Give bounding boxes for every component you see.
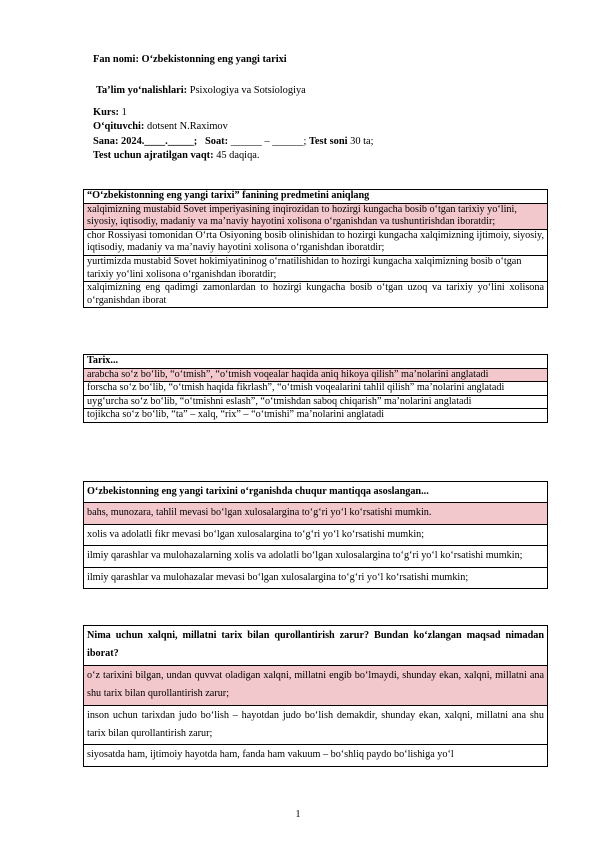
question-table-1 <box>83 189 548 308</box>
answer-option-correct: xalqimizning mustabid Sovet imperiyasining inqirozidan to hozirgi kungacha bosib o‘tgan tarixiy yo‘lini, siyosiy, iqtisodiy, madaniy va ma’naviy hayotini xolisona o‘rganishdan va tushuntirishdan iboratdir; <box>84 203 548 229</box>
date-label: Sana: 2024.____._____; <box>93 136 198 147</box>
answer-option: xalqimizning eng qadimgi zamonlardan to hozirgi kungacha bosib o‘tgan uzoq va tarixiy yo‘lini xolisona o‘rganishdan iborat <box>84 282 548 308</box>
answer-option: yurtimizda mustabid Sovet hokimiyatininog o‘rnatilishidan to hozirgi kungacha xalqimizning bosib o‘tgan tarixiy yo‘lini xolisona o‘rganishdan iboratdir; <box>84 255 548 281</box>
hours-value: ______ – ______; <box>230 136 307 147</box>
question-text: Nima uchun xalqni, millatni tarix bilan qurollantirish zarur? Bundan ko‘zlangan maqsad nimadan iborat? <box>84 626 548 666</box>
hours-label: Soat: <box>205 136 229 147</box>
question-table-2 <box>83 354 548 423</box>
question-text: Tarix... <box>84 355 548 369</box>
time-value: 45 daqiqa. <box>216 150 260 161</box>
question-table-3 <box>83 481 548 589</box>
teacher-label: O‘qituvchi: <box>93 121 145 132</box>
answer-option: chor Rossiyasi tomonidan O‘rta Osiyoning bosib olinishidan to hozirgi kungacha xalqimizning ijtimoiy, siyosiy, iqtisodiy, madaniy va ma’naviy hayotini xolisona o‘rganishdan iboratdir; <box>84 229 548 255</box>
answer-option: ilmiy qarashlar va mulohazalar mevasi bo‘lgan xulosalargina to‘g‘ri yo‘l ko‘rsatishi mumkin; <box>84 567 548 588</box>
time-label: Test uchun ajratilgan vaqt: <box>93 150 214 161</box>
answer-option: inson uchun tarixdan judo bo‘lish – hayotdan judo bo‘lish demakdir, shunday ekan, xalqni, millatni ana shu tarix bilan qurollantirish zarur; <box>84 705 548 745</box>
answer-option-correct: o‘z tarixini bilgan, undan quvvat oladigan xalqni, millatni engib bo‘lmaydi, shunday ekan, xalqni, millatni ana shu tarix bilan qurollantirish zarur; <box>84 665 548 705</box>
answer-option-correct: arabcha so‘z bo‘lib, “o‘tmish”, “o‘tmish voqealar haqida aniq hikoya qilish” ma’nolarini anglatadi <box>84 368 548 382</box>
date-line <box>93 135 374 148</box>
question-text: “O‘zbekistonning eng yangi tarixi” fanining predmetini aniqlang <box>84 190 548 204</box>
question-table-4 <box>83 625 548 767</box>
subject-label: Fan nomi <box>93 54 136 65</box>
page-number: 1 <box>295 809 301 820</box>
test-count-label: Test soni <box>308 136 348 147</box>
direction-value: Psixologiya va Sotsiologiya <box>189 85 306 96</box>
time-line <box>93 149 259 162</box>
question-text: O‘zbekistonning eng yangi tarixini o‘rganishda chuqur mantiqqa asoslangan... <box>84 482 548 503</box>
test-count-value: 30 ta; <box>350 136 374 147</box>
direction-label: Ta’lim yo‘nalishlari: <box>96 85 188 96</box>
answer-option: xolis va adolatli fikr mevasi bo‘lgan xulosalargina to‘g‘ri yo‘l ko‘rsatishi mumkin; <box>84 524 548 545</box>
teacher-value: dotsent N.Raximov <box>147 121 228 132</box>
course-value: 1 <box>121 107 127 118</box>
teacher-line <box>93 120 228 133</box>
course-line <box>93 106 127 119</box>
answer-option: forscha so‘z bo‘lib, “o‘tmish haqida fikrlash”, “o‘tmish voqealarini tahlil qilish” ma’nolarini anglatadi <box>84 382 548 396</box>
subject-value: O‘zbekistonning eng yangi tarixi <box>141 54 287 65</box>
answer-option: tojikcha so‘z bo‘lib, “ta” – xalq, “rix” – “o‘tmishi” ma’nolarini anglatadi <box>84 409 548 423</box>
answer-option-correct: bahs, munozara, tahlil mevasi bo‘lgan xulosalargina to‘g‘ri yo‘l ko‘rsatishi mumkin. <box>84 503 548 524</box>
answer-option: ilmiy qarashlar va mulohazalarning xolis va adolatli bo‘lgan xulosalargina to‘g‘ri yo‘l ko‘rsatishi mumkin; <box>84 546 548 567</box>
direction-line <box>96 84 306 97</box>
answer-option: siyosatda ham, ijtimoiy hayotda ham, fanda ham vakuum – bo‘shliq paydo bo‘lishiga yo‘l <box>84 745 548 766</box>
subject-line: Fan nomi: O‘zbekistonning eng yangi tarixi <box>93 54 287 65</box>
answer-option: uyg‘urcha so‘z bo‘lib, “o‘tmishni eslash”, “o‘tmishdan saboq chiqarish” ma’nolarini anglatadi <box>84 395 548 409</box>
course-label: Kurs: <box>93 107 119 118</box>
